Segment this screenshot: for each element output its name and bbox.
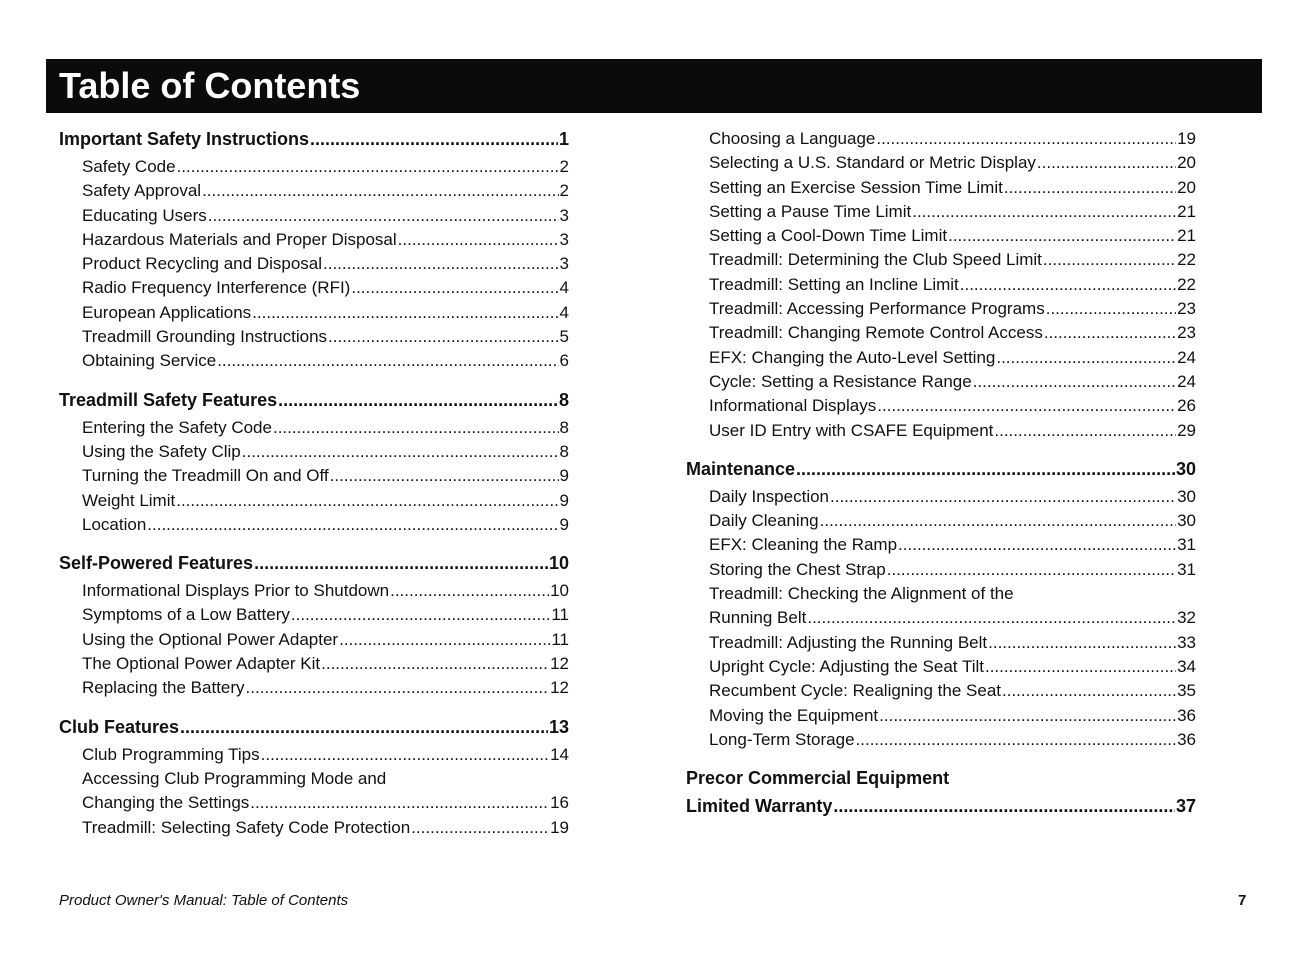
toc-entry-label: Setting a Pause Time Limit (709, 201, 912, 221)
dot-leader (180, 715, 548, 740)
dot-leader (254, 551, 548, 576)
toc-entry[interactable] (709, 655, 1196, 679)
toc-page-number: 2 (559, 181, 569, 201)
toc-page-number: 12 (550, 654, 569, 674)
toc-entry-label: Treadmill: Selecting Safety Code Protection (82, 817, 411, 837)
toc-page-number: 26 (1177, 396, 1196, 416)
dot-leader (960, 273, 1176, 297)
toc-entry-label: Treadmill: Adjusting the Running Belt (709, 632, 988, 652)
toc-entry[interactable] (82, 603, 569, 627)
toc-entry-label: Symptoms of a Low Battery (82, 605, 290, 625)
toc-entry-label: Treadmill: Checking the Alignment of the (709, 584, 1014, 604)
toc-entry-label: Long-Term Storage (709, 729, 855, 749)
toc-entry-label: Educating Users (82, 205, 207, 225)
dot-leader (856, 728, 1177, 752)
toc-entry[interactable] (709, 704, 1196, 728)
dot-leader (887, 558, 1176, 582)
dot-leader (250, 791, 549, 815)
toc-entry-label: Radio Frequency Interference (RFI) (82, 278, 351, 298)
toc-page-number: 8 (558, 389, 569, 410)
toc-entry-label: Entering the Safety Code (82, 417, 272, 437)
toc-entry-label: Treadmill Grounding Instructions (82, 327, 328, 347)
toc-entry[interactable] (709, 127, 1196, 151)
dot-leader (879, 704, 1176, 728)
dot-leader (339, 628, 550, 652)
dot-leader (1044, 321, 1176, 345)
toc-entry-label: Changing the Settings (82, 793, 250, 813)
toc-left-column (59, 127, 569, 854)
toc-page-number: 1 (558, 129, 569, 149)
toc-entry-label: Running Belt (709, 608, 807, 628)
toc-page-number: 9 (559, 466, 569, 486)
toc-page-number: 35 (1177, 681, 1196, 701)
dot-leader (330, 464, 559, 488)
toc-page-number: 24 (1177, 371, 1196, 391)
toc-page-number: 21 (1177, 201, 1196, 221)
toc-entry-label: Treadmill: Setting an Incline Limit (709, 274, 959, 294)
toc-page-number: 3 (559, 254, 569, 274)
dot-leader (177, 155, 559, 179)
toc-entry[interactable] (709, 533, 1196, 557)
toc-section-heading[interactable] (686, 457, 1196, 482)
toc-entry[interactable] (82, 416, 569, 440)
toc-page-number: 30 (1177, 486, 1196, 506)
dot-leader (820, 509, 1176, 533)
toc-page-number: 20 (1177, 177, 1196, 197)
toc-entry[interactable] (709, 509, 1196, 533)
toc-entry[interactable] (82, 791, 569, 815)
toc-entry-label: Replacing the Battery (82, 678, 245, 698)
toc-page-number: 13 (548, 716, 569, 737)
toc-entry-label: Maintenance (686, 458, 796, 479)
toc-section (686, 127, 1196, 443)
toc-page-number: 16 (550, 793, 569, 813)
dot-leader (994, 419, 1176, 443)
toc-entry-label: Club Features (59, 716, 180, 737)
toc-entry[interactable] (82, 767, 569, 791)
toc-entry-label: Treadmill: Changing Remote Control Access (709, 323, 1043, 343)
toc-entry-label: Hazardous Materials and Proper Disposal (82, 229, 397, 249)
toc-page-number: 4 (559, 302, 569, 322)
dot-leader (321, 652, 549, 676)
toc-entry-label: Upright Cycle: Adjusting the Seat Tilt (709, 656, 984, 676)
toc-page-number: 23 (1177, 299, 1196, 319)
dot-leader (246, 676, 550, 700)
dot-leader (278, 388, 558, 413)
toc-entry-label: EFX: Cleaning the Ramp (709, 535, 898, 555)
toc-page-number: 8 (559, 441, 569, 461)
toc-entry[interactable] (709, 248, 1196, 272)
dot-leader (988, 631, 1176, 655)
toc-entry-label: User ID Entry with CSAFE Equipment (709, 420, 994, 440)
toc-entry-label: Selecting a U.S. Standard or Metric Display (709, 153, 1036, 173)
title-bar (46, 59, 1262, 113)
toc-entry[interactable] (82, 816, 569, 840)
toc-entry-label: Turning the Treadmill On and Off (82, 466, 329, 486)
dot-leader (208, 204, 559, 228)
dot-leader (830, 485, 1176, 509)
toc-entry[interactable] (82, 204, 569, 228)
toc-section-heading[interactable] (686, 794, 1196, 819)
toc-page-number: 22 (1177, 274, 1196, 294)
toc-entry-label: Recumbent Cycle: Realigning the Seat (709, 681, 1001, 701)
toc-entry-label: Self-Powered Features (59, 553, 254, 574)
dot-leader (973, 370, 1176, 394)
toc-section-heading[interactable] (59, 127, 569, 152)
toc-page-number: 11 (551, 605, 569, 625)
toc-entry[interactable] (82, 513, 569, 537)
toc-entry[interactable] (709, 728, 1196, 752)
toc-entry-label: Daily Inspection (709, 486, 830, 506)
footer-page-number: 7 (1238, 892, 1247, 909)
toc-page-number: 30 (1175, 458, 1196, 479)
toc-entry[interactable] (82, 228, 569, 252)
dot-leader (1002, 679, 1176, 703)
toc-entry-label: Using the Optional Power Adapter (82, 629, 339, 649)
toc-page-number: 2 (559, 157, 569, 176)
toc-entry[interactable] (82, 743, 569, 767)
toc-entry[interactable] (709, 558, 1196, 582)
dot-leader (176, 489, 558, 513)
toc-entry-label: Safety Approval (82, 181, 202, 201)
dot-leader (291, 603, 550, 627)
toc-entry[interactable] (709, 297, 1196, 321)
dot-leader (796, 457, 1175, 482)
dot-leader (411, 816, 549, 840)
dot-leader (1046, 297, 1176, 321)
toc-entry[interactable] (709, 631, 1196, 655)
dot-leader (1004, 176, 1176, 200)
toc-page-number: 31 (1177, 559, 1196, 579)
toc-page-number: 12 (550, 678, 569, 698)
dot-leader (273, 416, 559, 440)
toc-entry-label: Daily Cleaning (709, 511, 819, 531)
toc-page-number: 20 (1177, 153, 1196, 173)
toc-section (59, 715, 569, 840)
toc-entry[interactable] (82, 301, 569, 325)
toc-entry[interactable] (709, 224, 1196, 248)
toc-page-number: 34 (1177, 656, 1196, 676)
toc-entry[interactable] (709, 679, 1196, 703)
toc-section-heading[interactable] (59, 388, 569, 413)
toc-page-number: 36 (1177, 705, 1196, 725)
toc-entry-label: Accessing Club Programming Mode and (82, 768, 387, 788)
toc-right-column (686, 127, 1196, 833)
dot-leader (242, 440, 559, 464)
toc-entry[interactable] (709, 273, 1196, 297)
dot-leader (252, 301, 558, 325)
toc-entry[interactable] (82, 252, 569, 276)
dot-leader (876, 127, 1176, 151)
toc-entry-label: Safety Code (82, 157, 176, 176)
dot-leader (202, 179, 558, 203)
dot-leader (217, 349, 558, 373)
toc-page-number: 37 (1175, 796, 1196, 817)
dot-leader (390, 579, 549, 603)
toc-entry-label: Treadmill: Determining the Club Speed Limit (709, 250, 1042, 270)
toc-entry-label: Important Safety Instructions (59, 129, 310, 149)
dot-leader (328, 325, 559, 349)
toc-page-number: 4 (559, 278, 569, 298)
toc-entry-label: EFX: Changing the Auto-Level Setting (709, 347, 996, 367)
toc-page-number: 30 (1177, 511, 1196, 531)
toc-entry-label: Cycle: Setting a Resistance Range (709, 371, 972, 391)
toc-entry-label: The Optional Power Adapter Kit (82, 654, 321, 674)
toc-section-heading[interactable] (686, 766, 1196, 791)
toc-page-number: 19 (1177, 129, 1196, 148)
toc-entry[interactable] (709, 394, 1196, 418)
toc-entry-label: Setting a Cool-Down Time Limit (709, 226, 948, 246)
toc-page-number: 32 (1177, 608, 1196, 628)
toc-entry[interactable] (82, 464, 569, 488)
toc-entry[interactable] (82, 155, 569, 179)
toc-section-heading[interactable] (59, 715, 569, 740)
dot-leader (1043, 248, 1176, 272)
toc-page-number: 10 (550, 581, 569, 601)
toc-page-number: 3 (559, 229, 569, 249)
toc-entry-label: Weight Limit (82, 490, 176, 510)
toc-entry[interactable] (82, 349, 569, 373)
toc-page-number: 5 (559, 327, 569, 347)
toc-page-number: 21 (1177, 226, 1196, 246)
toc-entry-label: European Applications (82, 302, 252, 322)
toc-section (686, 457, 1196, 752)
toc-entry[interactable] (709, 346, 1196, 370)
toc-entry-label: Obtaining Service (82, 351, 217, 371)
toc-page-number: 11 (551, 629, 569, 649)
toc-entry[interactable] (82, 652, 569, 676)
toc-entry[interactable] (709, 321, 1196, 345)
dot-leader (996, 346, 1176, 370)
toc-entry[interactable] (709, 151, 1196, 175)
toc-entry[interactable] (82, 325, 569, 349)
toc-entry-label: Limited Warranty (686, 796, 833, 817)
dot-leader (807, 606, 1176, 630)
dot-leader (877, 394, 1176, 418)
toc-page-number: 31 (1177, 535, 1196, 555)
toc-page-number: 24 (1177, 347, 1196, 367)
toc-section (686, 766, 1196, 819)
toc-entry-label: Setting an Exercise Session Time Limit (709, 177, 1003, 197)
dot-leader (912, 200, 1176, 224)
toc-page-number: 6 (559, 351, 569, 371)
toc-entry-label: Choosing a Language (709, 129, 876, 148)
toc-entry-label: Informational Displays Prior to Shutdown (82, 581, 390, 601)
toc-entry-label: Informational Displays (709, 396, 877, 416)
toc-entry[interactable] (709, 419, 1196, 443)
toc-entry-label: Product Recycling and Disposal (82, 254, 323, 274)
dot-leader (985, 655, 1176, 679)
toc-entry[interactable] (709, 200, 1196, 224)
toc-entry-label: Using the Safety Clip (82, 441, 241, 461)
dot-leader (261, 743, 549, 767)
toc-entry[interactable] (709, 176, 1196, 200)
toc-entry-label: Storing the Chest Strap (709, 559, 886, 579)
toc-page-number: 19 (550, 817, 569, 837)
toc-entry[interactable] (82, 579, 569, 603)
footer-title: Product Owner's Manual: Table of Contents (59, 892, 349, 909)
toc-page-number: 10 (548, 553, 569, 574)
dot-leader (310, 127, 558, 152)
page-title: Table of Contents (59, 65, 361, 106)
toc-page-number: 9 (559, 514, 569, 534)
toc-entry[interactable] (82, 179, 569, 203)
toc-page-number: 22 (1177, 250, 1196, 270)
toc-entry-label: Precor Commercial Equipment (686, 768, 950, 789)
toc-entry-label: Club Programming Tips (82, 744, 260, 764)
dot-leader (147, 513, 558, 537)
toc-entry[interactable] (82, 276, 569, 300)
toc-section (59, 388, 569, 537)
dot-leader (833, 794, 1175, 819)
toc-entry-label: Moving the Equipment (709, 705, 879, 725)
toc-entry[interactable] (709, 370, 1196, 394)
toc-page-number: 23 (1177, 323, 1196, 343)
toc-section-heading[interactable] (59, 551, 569, 576)
toc-entry-label: Treadmill Safety Features (59, 389, 278, 410)
toc-entry[interactable] (709, 485, 1196, 509)
toc-page-number: 9 (559, 490, 569, 510)
dot-leader (948, 224, 1176, 248)
dot-leader (1037, 151, 1176, 175)
toc-page-number: 14 (550, 744, 569, 764)
toc-section (59, 127, 569, 374)
dot-leader (323, 252, 559, 276)
dot-leader (398, 228, 559, 252)
toc-entry[interactable] (709, 582, 1196, 606)
toc-page-number: 3 (559, 205, 569, 225)
toc-page-number: 36 (1177, 729, 1196, 749)
toc-entry[interactable] (82, 676, 569, 700)
toc-entry-label: Treadmill: Accessing Performance Programs (709, 299, 1045, 319)
toc-entry[interactable] (82, 489, 569, 513)
toc-page-number: 8 (559, 417, 569, 437)
toc-entry[interactable] (82, 440, 569, 464)
toc-page-number: 29 (1177, 420, 1196, 440)
dot-leader (351, 276, 558, 300)
toc-entry[interactable] (82, 628, 569, 652)
toc-section (59, 551, 569, 700)
dot-leader (898, 533, 1176, 557)
toc-entry[interactable] (709, 606, 1196, 630)
toc-entry-label: Location (82, 514, 147, 534)
toc-page-number: 33 (1177, 632, 1196, 652)
